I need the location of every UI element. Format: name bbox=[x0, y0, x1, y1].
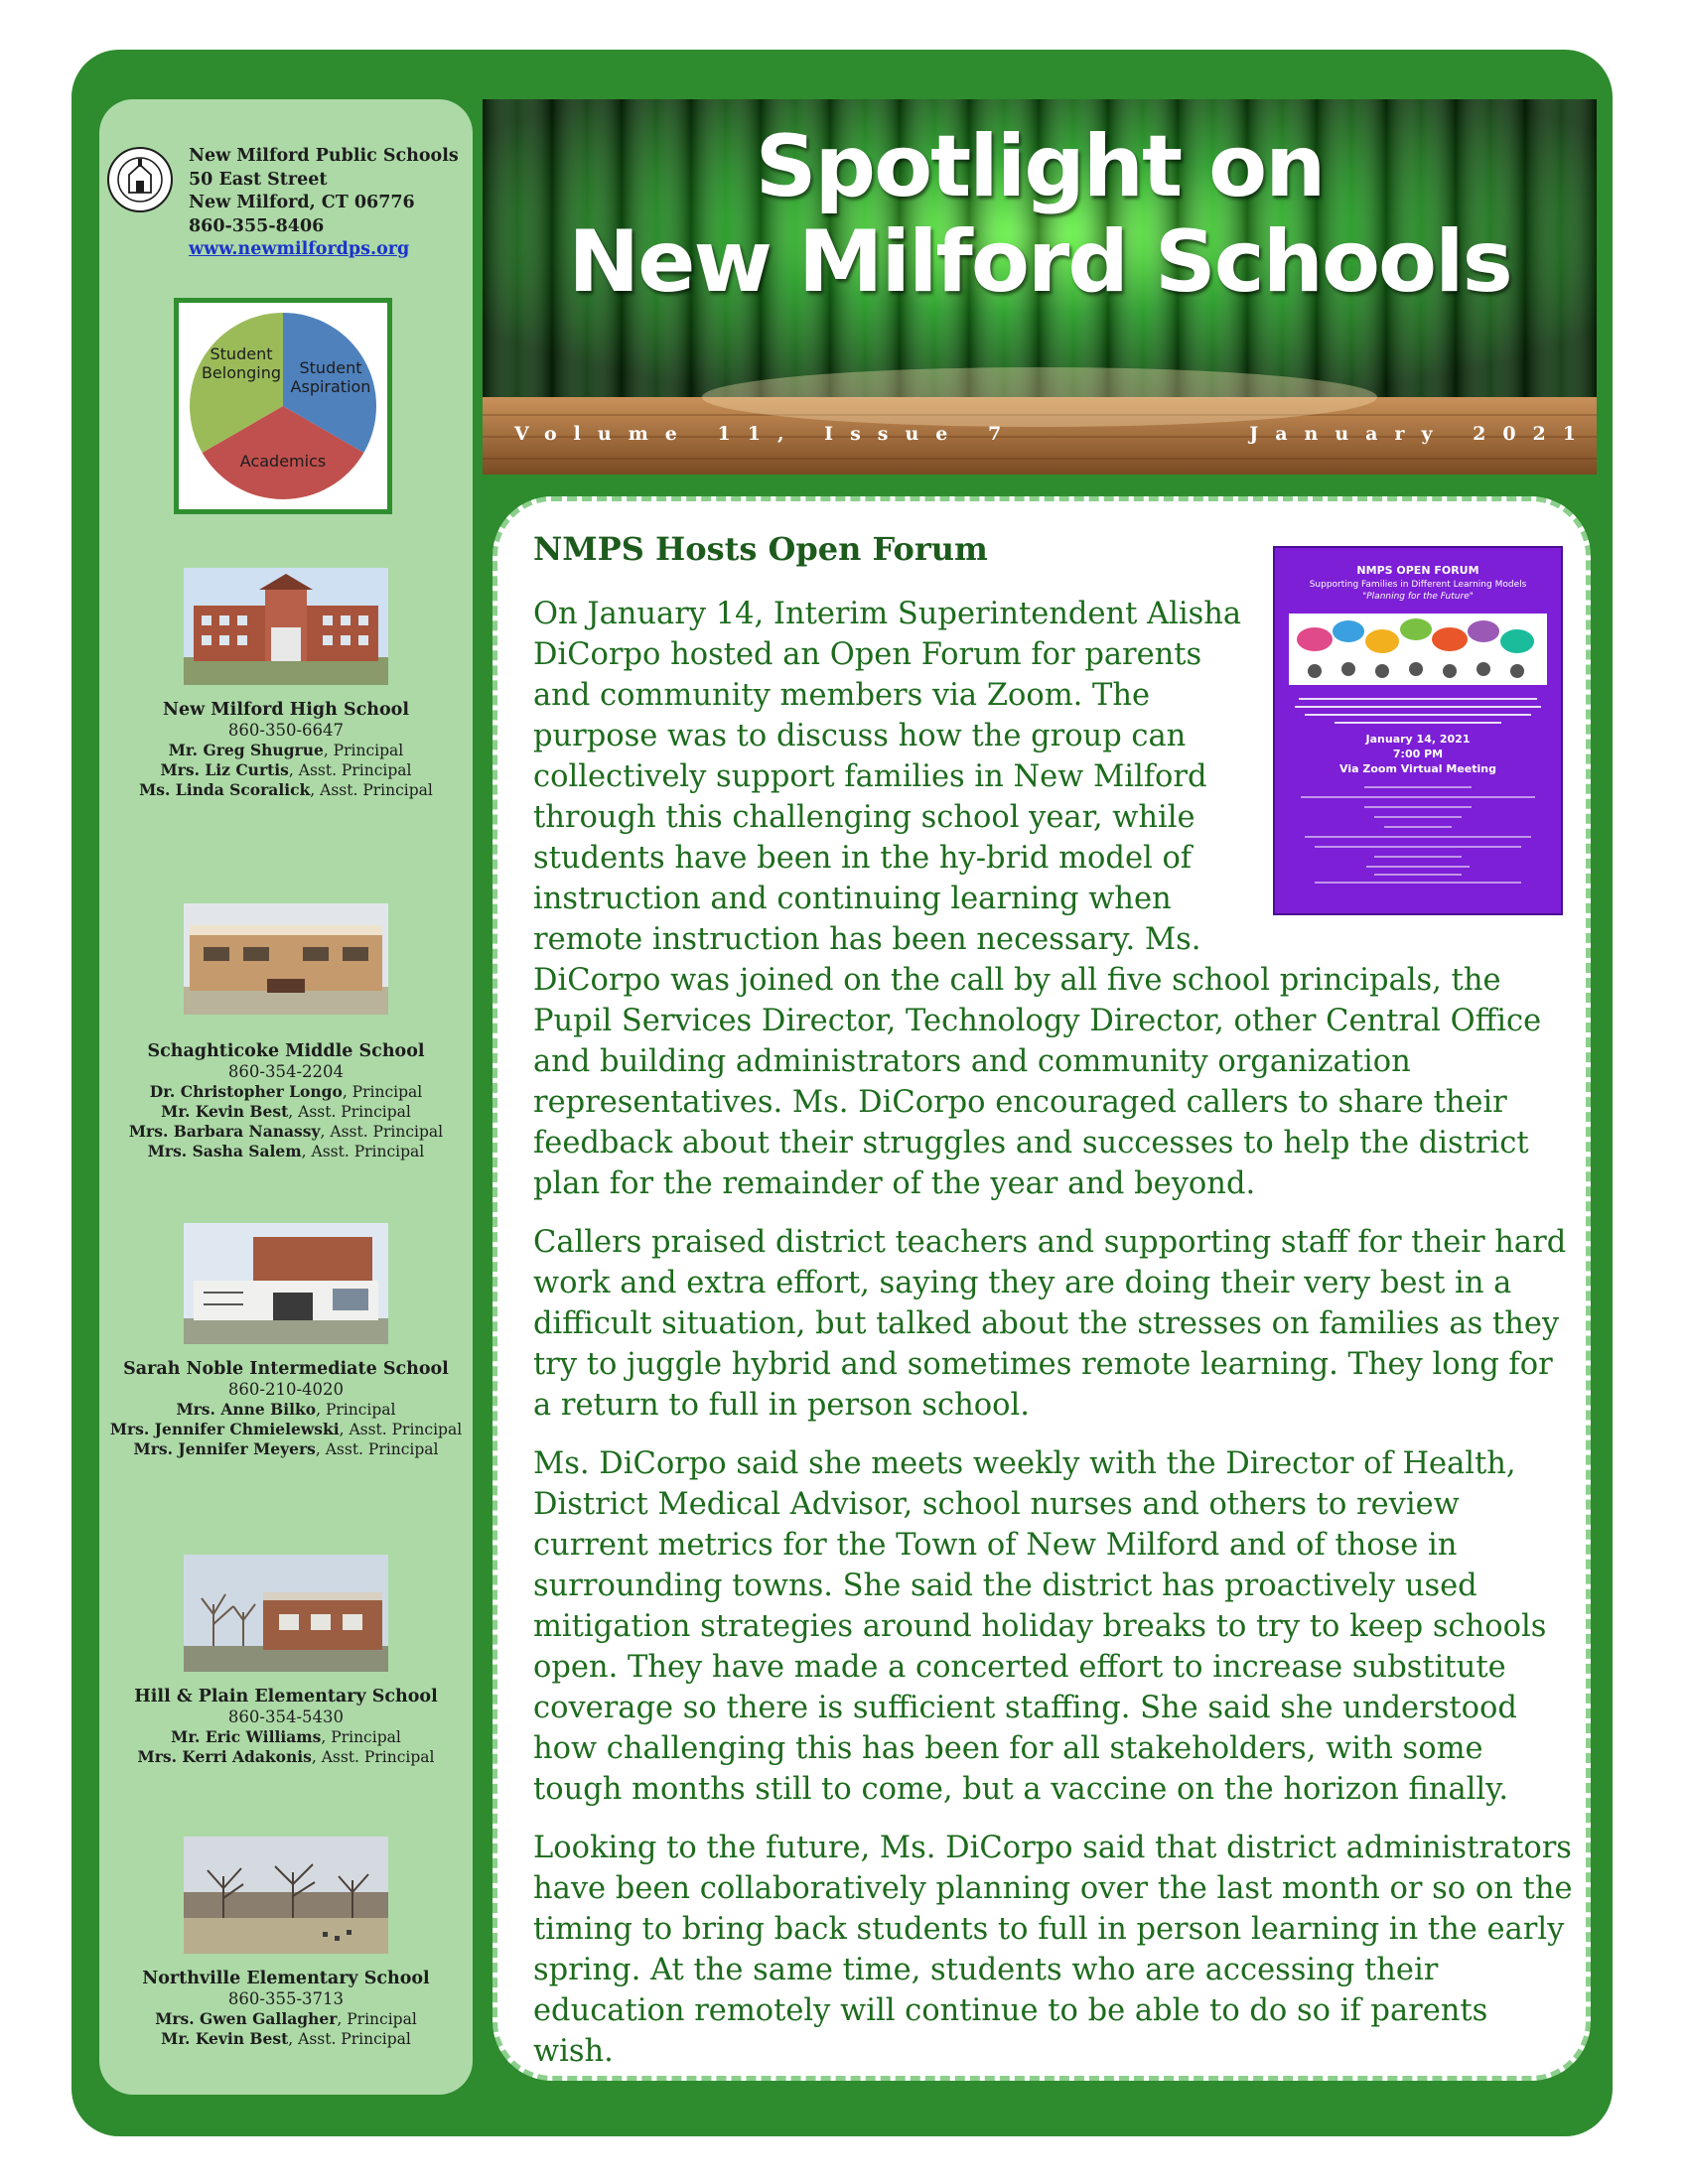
flyer-time: 7:00 PM bbox=[1392, 748, 1444, 760]
staff-role: , Asst. Principal bbox=[301, 1143, 425, 1160]
flyer-venue: Via Zoom Virtual Meeting bbox=[1339, 762, 1496, 775]
staff-role: , Principal bbox=[337, 2010, 417, 2028]
district-website-link[interactable]: www.newmilfordps.org bbox=[189, 239, 410, 259]
school-phone: 860-210-4020 bbox=[227, 1380, 345, 1399]
staff-name: Mr. Kevin Best bbox=[161, 2029, 289, 2048]
staff-name: Mrs. Sasha Salem bbox=[147, 1142, 302, 1160]
article-paragraph: Ms. DiCorpo said she meets weekly with the Director of Health, District Medical Advisor, school nurses and others to review current metrics for the Town of New Milford and of those in surrounding towns. She said the district has proactively used mitigation strategies around holiday breaks to try to keep schools open. They have made a concerted effort to increase substitute coverage so there is sufficient staffing. She said she understood how challenging this has been for all stakeholders, with some tough months still to come, but a vaccine on the horizon finally. bbox=[533, 1446, 1547, 1807]
staff-role: , Principal bbox=[342, 1083, 423, 1101]
school-card-middle bbox=[99, 903, 473, 1161]
pie-label-belonging: Student Belonging bbox=[201, 344, 282, 382]
staff-name: Mr. Greg Shugrue bbox=[168, 741, 324, 759]
school-name: Sarah Noble Intermediate School bbox=[123, 1359, 449, 1379]
pie-label-aspiration: Student Aspiration bbox=[290, 358, 371, 396]
school-phone: 860-350-6647 bbox=[227, 721, 345, 740]
school-photo-high bbox=[184, 568, 388, 685]
flyer-title: NMPS OPEN FORUM bbox=[1356, 564, 1479, 577]
school-name: Schaghticoke Middle School bbox=[147, 1041, 425, 1061]
flyer-tagline: "Planning for the Future" bbox=[1362, 592, 1474, 602]
pillars-graphic bbox=[174, 298, 392, 514]
staff-role: , Asst. Principal bbox=[315, 1440, 439, 1458]
district-city: New Milford, CT 06776 bbox=[189, 193, 415, 212]
school-phone: 860-354-5430 bbox=[227, 1707, 345, 1726]
staff-role: , Principal bbox=[316, 1401, 396, 1419]
staff-name: Dr. Christopher Longo bbox=[149, 1082, 343, 1101]
district-seal-icon bbox=[105, 145, 175, 214]
issue-date: January 2021 bbox=[1249, 423, 1593, 445]
flyer-subtitle: Supporting Families in Different Learning Models bbox=[1309, 580, 1527, 590]
school-phone: 860-354-2204 bbox=[227, 1062, 345, 1081]
school-card-high bbox=[99, 568, 473, 800]
header-banner bbox=[483, 99, 1597, 475]
school-name: Hill & Plain Elementary School bbox=[134, 1687, 438, 1706]
staff-role: , Asst. Principal bbox=[311, 1748, 435, 1766]
staff-role: , Asst. Principal bbox=[320, 1123, 444, 1141]
staff-role: , Principal bbox=[323, 742, 404, 759]
staff-name: Mrs. Gwen Gallagher bbox=[155, 2009, 338, 2028]
staff-role: , Asst. Principal bbox=[288, 1103, 411, 1121]
staff-name: Mrs. Anne Bilko bbox=[176, 1400, 317, 1419]
staff-role: , Asst. Principal bbox=[310, 781, 433, 799]
staff-name: Mrs. Liz Curtis bbox=[160, 760, 289, 779]
issue-volume: Volume 11, Issue 7 bbox=[514, 423, 1019, 445]
staff-name: Mr. Eric Williams bbox=[171, 1727, 322, 1746]
school-phone: 860-355-3713 bbox=[227, 1989, 345, 2008]
school-photo-middle bbox=[184, 903, 388, 1015]
article-headline: NMPS Hosts Open Forum bbox=[533, 530, 988, 568]
article-paragraph: Callers praised district teachers and supporting staff for their hard work and extra effort, saying they are doing their very best in a difficult situation, but talked about the stresses on families as they try to juggle hybrid and sometimes remote learning. They long for a return to full in person school. bbox=[533, 1225, 1567, 1423]
school-name: New Milford High School bbox=[163, 700, 409, 720]
flyer-date: January 14, 2021 bbox=[1365, 733, 1471, 746]
district-phone: 860-355-8406 bbox=[189, 215, 325, 236]
school-name: Northville Elementary School bbox=[142, 1969, 430, 1988]
staff-name: Mrs. Kerri Adakonis bbox=[137, 1747, 312, 1766]
article-paragraph: Looking to the future, Ms. DiCorpo said that district administrators have been collaboratively planning over the last month or so on the timing to bring back students to full in person learning in the early spring. At the same time, students who are accessing their education remotely will continue to be able to do so if parents wish. bbox=[533, 1831, 1573, 2069]
district-street: 50 East Street bbox=[189, 169, 328, 190]
school-card-northville bbox=[99, 1837, 473, 2049]
school-photo-northville bbox=[184, 1837, 388, 1954]
school-card-intermediate bbox=[99, 1223, 473, 1459]
pie-label-academics: Academics bbox=[239, 452, 327, 471]
staff-role: , Asst. Principal bbox=[288, 761, 412, 779]
flyer-spacer bbox=[1258, 594, 1576, 921]
banner-title-line2: New Milford Schools bbox=[568, 212, 1511, 312]
staff-role: , Principal bbox=[321, 1728, 401, 1746]
school-photo-hill-plain bbox=[184, 1555, 388, 1672]
article-paragraph: On January 14, Interim Superintendent Alisha DiCorpo hosted an Open Forum for parents and community members via Zoom. The purpose was to discuss how the group can collectively support families in New Milford through this challenging school year, while students have been in the hy-brid model of instruction and continuing learning when remote instruction has been necessary. Ms. DiCorpo was joined on the call by all five school principals, the Pupil Services Director, Technology Director, other Central Office and building administrators and community organization representatives. Ms. DiCorpo encouraged callers to share their feedback about their struggles and successes to help the district plan for the remainder of the year and beyond. bbox=[533, 597, 1542, 1201]
district-name: New Milford Public Schools bbox=[189, 146, 459, 166]
banner-title-line1: Spotlight on bbox=[755, 117, 1325, 216]
staff-role: , Asst. Principal bbox=[339, 1421, 463, 1438]
article-body bbox=[533, 594, 1576, 2090]
school-card-hill-plain bbox=[99, 1555, 473, 1767]
staff-name: Mrs. Jennifer Chmielewski bbox=[109, 1420, 340, 1438]
staff-name: Mrs. Jennifer Meyers bbox=[133, 1439, 316, 1458]
staff-role: , Asst. Principal bbox=[288, 2030, 411, 2048]
staff-name: Mrs. Barbara Nanassy bbox=[128, 1122, 321, 1141]
school-photo-intermediate bbox=[184, 1223, 388, 1344]
staff-name: Ms. Linda Scoralick bbox=[139, 780, 311, 799]
staff-name: Mr. Kevin Best bbox=[161, 1102, 289, 1121]
pillars-pie bbox=[179, 303, 387, 509]
